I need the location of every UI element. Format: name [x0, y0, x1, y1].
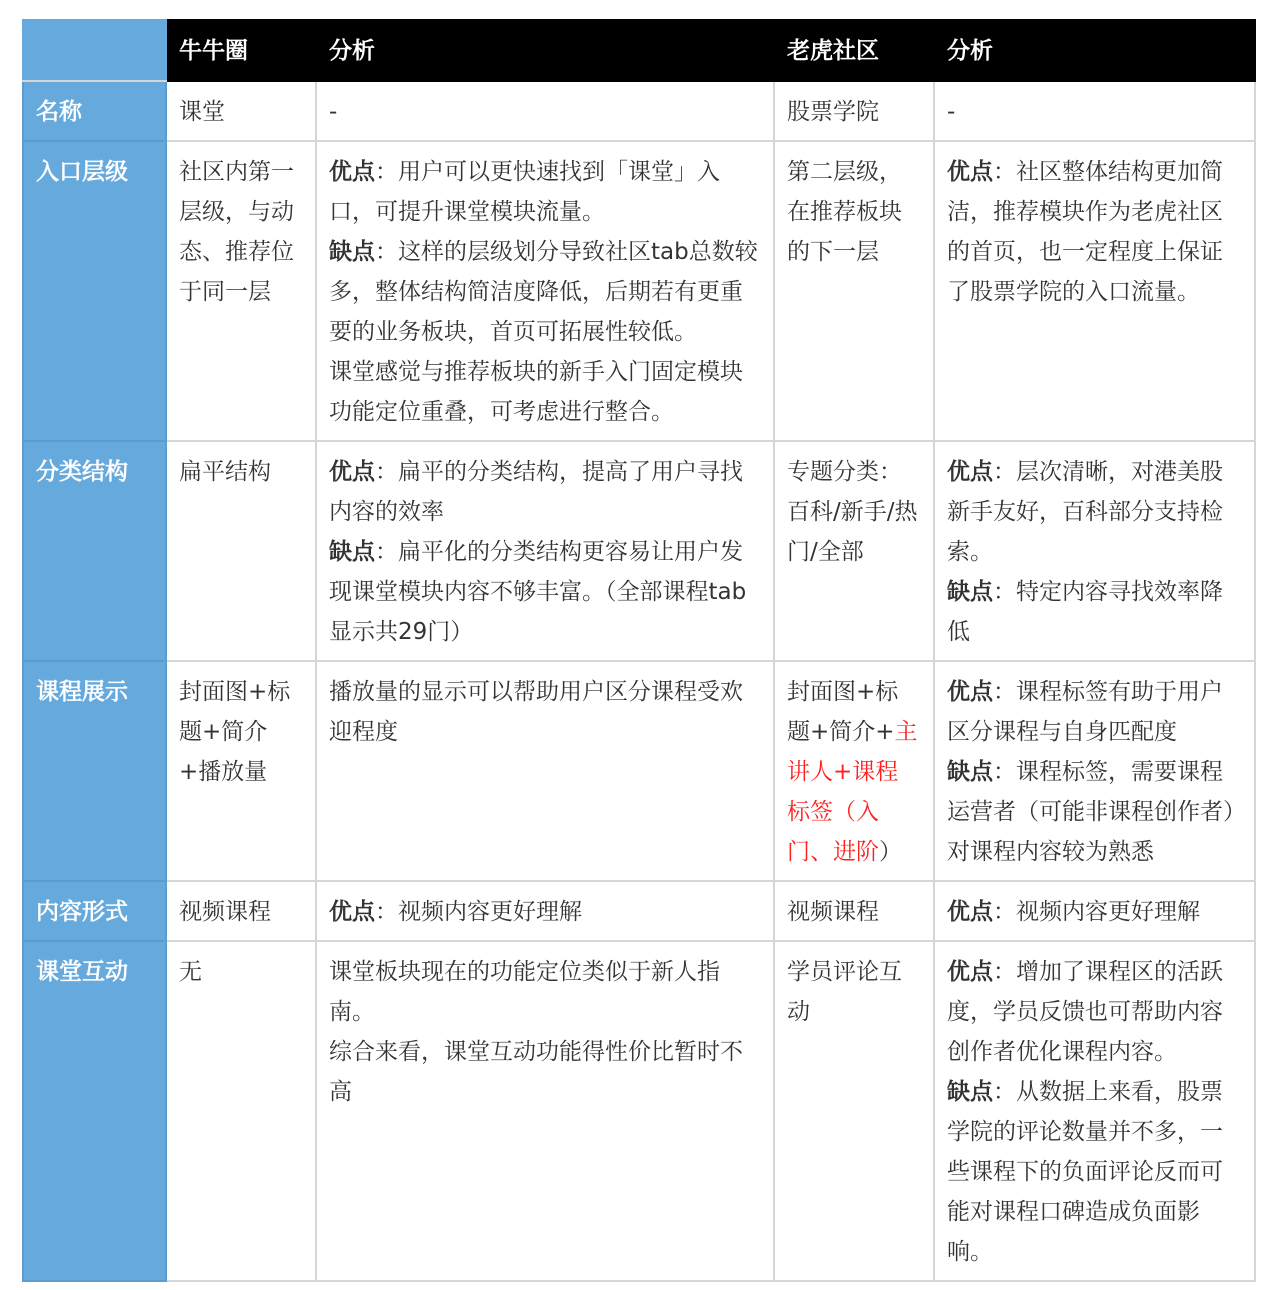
con-label: 缺点	[947, 579, 993, 605]
pro-text: ：层次清晰，对港美股新手友好，百科部分支持检索。	[947, 459, 1223, 565]
header-row	[23, 20, 1255, 81]
niuniu-analysis-cell: -	[316, 81, 774, 141]
con-text: ：特定内容寻找效率降低	[947, 579, 1223, 645]
pro-text: ：增加了课程区的活跃度，学员反馈也可帮助内容创作者优化课程内容。	[947, 959, 1223, 1065]
pro-text: ：扁平的分类结构，提高了用户寻找内容的效率	[329, 459, 743, 525]
con-label: 缺点	[947, 759, 993, 785]
note-text: 课堂感觉与推荐板块的新手入门固定模块功能定位重叠，可考虑进行整合。	[329, 359, 743, 425]
row-header-entry-level: 入口层级	[23, 141, 166, 441]
con-label: 缺点	[329, 539, 375, 565]
tiger-cell: 学员评论互动	[774, 941, 934, 1281]
niuniu-analysis-cell	[316, 441, 774, 661]
tiger-cell: 专题分类：百科/新手/热门/全部	[774, 441, 934, 661]
tiger-highlight-text: 主讲人+课程标签（入门、进阶	[787, 719, 918, 865]
con-text: ：课程标签，需要课程运营者（可能非课程创作者）对课程内容较为熟悉	[947, 759, 1235, 865]
tiger-plain-text: 封面图+标题+简介+	[787, 679, 899, 745]
pro-text: ：课程标签有助于用户区分课程与自身匹配度	[947, 679, 1223, 745]
pro-label: 优点	[947, 899, 993, 925]
con-line	[947, 752, 1242, 872]
con-text: ：从数据上来看，股票学院的评论数量并不多，一些课程下的负面评论反而可能对课程口碑造成负面影响。	[947, 1079, 1223, 1265]
pro-label: 优点	[947, 679, 993, 705]
row-header-category-structure: 分类结构	[23, 441, 166, 661]
row-header-classroom-interaction: 课堂互动	[23, 941, 166, 1281]
con-label: 缺点	[947, 1079, 993, 1105]
corner-cell	[23, 20, 166, 81]
row-header-name: 名称	[23, 81, 166, 141]
header-tiger-analysis: 分析	[934, 20, 1255, 81]
con-line	[329, 232, 761, 352]
niuniu-cell: 社区内第一层级，与动态、推荐位于同一层	[166, 141, 316, 441]
pro-line	[329, 452, 761, 532]
header-niuniu: 牛牛圈	[166, 20, 316, 81]
analysis-line: 综合来看，课堂互动功能得性价比暂时不高	[329, 1039, 743, 1105]
niuniu-analysis-cell	[316, 141, 774, 441]
tiger-cell: 第二层级，在推荐板块的下一层	[774, 141, 934, 441]
tiger-analysis-cell	[934, 441, 1255, 661]
table-row	[23, 661, 1255, 881]
tiger-cell	[774, 661, 934, 881]
pro-text: ：视频内容更好理解	[993, 899, 1200, 925]
con-line	[947, 1072, 1242, 1272]
niuniu-cell: 视频课程	[166, 881, 316, 941]
pro-label: 优点	[947, 459, 993, 485]
niuniu-cell: 无	[166, 941, 316, 1281]
pro-line	[947, 452, 1242, 572]
header-niuniu-analysis: 分析	[316, 20, 774, 81]
niuniu-analysis-cell	[316, 881, 774, 941]
tiger-tail-text: ）	[879, 839, 902, 865]
tiger-analysis-cell	[934, 881, 1255, 941]
header-tiger: 老虎社区	[774, 20, 934, 81]
pro-line	[947, 672, 1242, 752]
niuniu-analysis-cell: 播放量的显示可以帮助用户区分课程受欢迎程度	[316, 661, 774, 881]
pro-label: 优点	[947, 959, 993, 985]
pro-line	[329, 152, 761, 232]
pro-label: 优点	[329, 159, 375, 185]
con-text: ：这样的层级划分导致社区tab总数较多，整体结构简洁度降低，后期若有更重要的业务板块，首页可拓展性较低。	[329, 239, 758, 345]
pro-line	[947, 952, 1242, 1072]
niuniu-analysis-cell	[316, 941, 774, 1281]
tiger-cell: 股票学院	[774, 81, 934, 141]
niuniu-cell: 扁平结构	[166, 441, 316, 661]
table-row	[23, 441, 1255, 661]
table-row	[23, 881, 1255, 941]
con-line	[947, 572, 1242, 652]
tiger-analysis-cell	[934, 661, 1255, 881]
pro-label: 优点	[329, 899, 375, 925]
comparison-table	[22, 19, 1256, 1282]
table-row	[23, 941, 1255, 1281]
analysis-line: 课堂板块现在的功能定位类似于新人指南。	[329, 959, 720, 1025]
tiger-cell: 视频课程	[774, 881, 934, 941]
con-label: 缺点	[329, 239, 375, 265]
table-row	[23, 141, 1255, 441]
con-line	[329, 532, 761, 652]
pro-text: ：社区整体结构更加简洁，推荐模块作为老虎社区的首页，也一定程度上保证了股票学院的入口流量。	[947, 159, 1223, 305]
pro-line	[947, 152, 1242, 312]
tiger-analysis-cell	[934, 141, 1255, 441]
pro-text: ：用户可以更快速找到「课堂」入口，可提升课堂模块流量。	[329, 159, 720, 225]
pro-label: 优点	[947, 159, 993, 185]
niuniu-cell: 课堂	[166, 81, 316, 141]
pro-text: ：视频内容更好理解	[375, 899, 582, 925]
table-row	[23, 81, 1255, 141]
con-text: ：扁平化的分类结构更容易让用户发现课堂模块内容不够丰富。（全部课程tab显示共29门）	[329, 539, 747, 645]
niuniu-cell: 封面图+标题+简介+播放量	[166, 661, 316, 881]
pro-label: 优点	[329, 459, 375, 485]
tiger-analysis-cell	[934, 941, 1255, 1281]
tiger-analysis-cell: -	[934, 81, 1255, 141]
row-header-content-form: 内容形式	[23, 881, 166, 941]
row-header-course-display: 课程展示	[23, 661, 166, 881]
